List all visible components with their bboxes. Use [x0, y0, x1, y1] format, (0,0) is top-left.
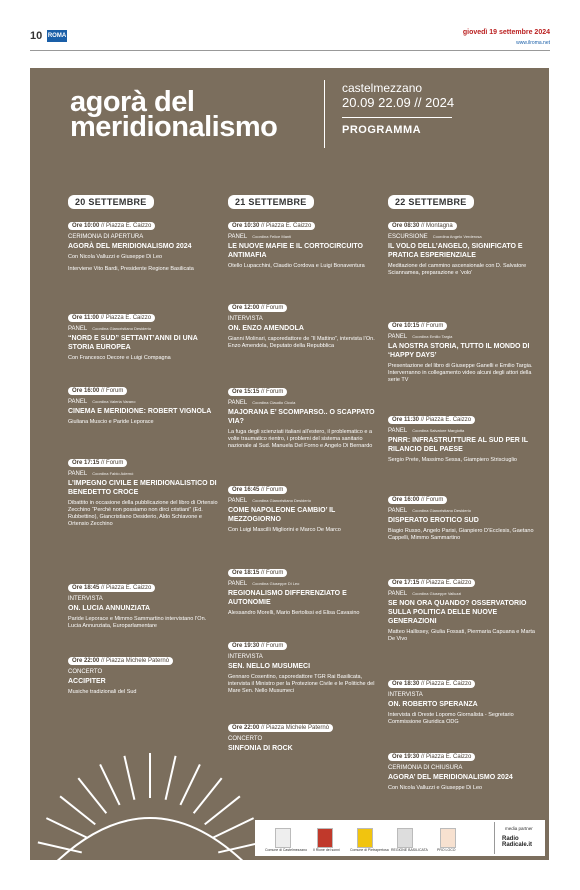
media-partner-label: media partner	[505, 826, 533, 831]
event-title: LE NUOVE MAFIE E IL CORTOCIRCUITO ANTIMAFIA	[228, 243, 363, 259]
day-header: 21 SETTEMBRE	[228, 195, 314, 209]
event-coordinator: Coordina Fabio Adernò	[92, 471, 134, 476]
event-item	[228, 478, 378, 534]
sun-ray	[38, 842, 82, 852]
event-time: Ore 16:45 // Forum	[228, 486, 287, 494]
event-dates: 20.09 22.09 // 2024	[342, 95, 455, 110]
event-title: ON. ENZO AMENDOLA	[228, 325, 304, 332]
event-time: Ore 18:30 // Piazza E. Caizzo	[388, 680, 475, 688]
event-title: “NORD E SUD” SETTANT’ANNI DI UNA STORIA EUROPEA	[68, 335, 198, 351]
event-coordinator: Coordina Giuseppe Di Leo	[252, 581, 300, 586]
event-item	[228, 214, 378, 270]
page-number: 10	[30, 30, 43, 42]
event-title: CINEMA E MERIDIONE: ROBERT VIGNOLA	[68, 408, 212, 415]
event-time: Ore 22:00 // Piazza Michele Paternò	[68, 657, 173, 665]
event-coordinator: Coordina Valeria Varano	[92, 399, 136, 404]
event-time: Ore 18:45 // Piazza E. Caizzo	[68, 584, 155, 592]
event-time: Ore 22:00 // Piazza Michele Paternò	[228, 724, 333, 732]
event-item	[388, 488, 538, 542]
event-description: Meditazione del cammino ascensionale con D. Salvatore Sciannamea, preparazione e ‘volo’	[388, 263, 527, 276]
newspaper-logo: ROMA	[47, 30, 67, 42]
event-type: PANEL Coordina Giancristiano Desiderio	[228, 498, 311, 504]
event-type: PANEL Coordina Giuseppe Valluzzi	[388, 591, 462, 597]
castelmezzano-crest-icon	[275, 828, 291, 848]
event-title: PNRR: INFRASTRUTTURE AL SUD PER IL RILANCIO DEL PAESE	[388, 437, 528, 453]
event-coordinator: Coordina Claudio Cicola	[252, 400, 296, 405]
title-line-1: agorà del	[70, 86, 195, 118]
event-type: PANEL Coordina Fabio Adernò	[68, 471, 134, 477]
event-title: ACCIPITER	[68, 678, 106, 685]
event-description: Giuliana Muscio e Paride Leporace	[68, 419, 154, 425]
event-coordinator: Coordina Felice Manti	[252, 234, 292, 239]
sponsor-label: Comune di Castelmezzano	[265, 848, 308, 852]
site-link[interactable]: www.ilroma.net	[516, 40, 550, 46]
event-description: Sergio Prete, Massimo Sessa, Giampiero Strisciuglio	[388, 457, 517, 463]
event-title: ON. LUCIA ANNUNZIATA	[68, 605, 151, 612]
event-description: Con Francesco Decore e Luigi Compagna	[68, 355, 171, 361]
event-title: SEN. NELLO MUSUMECI	[228, 663, 311, 670]
day-column-1	[68, 192, 218, 210]
event-time: Ore 12:00 // Forum	[228, 304, 287, 312]
city-name: castelmezzano	[342, 81, 423, 95]
sponsor-label: Comune di Pietrapertosa	[350, 848, 389, 852]
event-type: PANEL Coordina Giuseppe Di Leo	[228, 581, 300, 587]
event-time: Ore 11:00 // Piazza E. Caizzo	[68, 314, 155, 322]
issue-date: giovedì 19 settembre 2024	[462, 29, 550, 36]
sun-ray	[100, 764, 120, 805]
pro-loco-icon	[440, 828, 456, 848]
event-title: MAJORANA E’ SCOMPARSO.. O SCAPPATO VIA?	[228, 409, 375, 425]
event-title: AGORÀ DEL MERIDIONALISMO 2024	[68, 243, 192, 250]
event-coordinator: Coordina Giancristiano Desiderio	[92, 326, 151, 331]
event-time: Ore 08:30 // Montagna	[388, 222, 457, 230]
event-item	[388, 672, 538, 726]
event-item	[68, 649, 218, 696]
event-title: LA NOSTRA STORIA, TUTTO IL MONDO DI ‘HAPPY DAYS’	[388, 343, 530, 359]
event-type: PANEL Coordina Giancristiano Desiderio	[68, 326, 151, 332]
event-description: Paride Leporace e Mimmo Sammartino intervistano l’On. Lucia Annunziata, Europarlamentare	[68, 616, 207, 629]
sponsor-strip	[255, 820, 545, 856]
event-description: Alessandro Morelli, Mario Bertolissi ed Elisa Cavasino	[228, 610, 360, 616]
event-coordinator: Coordina Giancristiano Desiderio	[412, 508, 471, 513]
poster	[30, 68, 549, 860]
event-description: Con Nicola Valluzzi e Giuseppe Di Leo	[388, 785, 483, 791]
title-divider	[324, 80, 325, 148]
radio-radicale-logo: Radio Radicale.it	[502, 836, 533, 848]
programma-rule	[342, 117, 452, 118]
event-type: CONCERTO	[228, 736, 263, 742]
event-type: PANEL Coordina Claudio Cicola	[228, 400, 296, 406]
event-time: Ore 17:15 // Piazza E. Caizzo	[388, 579, 475, 587]
event-type: CERIMONIA DI APERTURA	[68, 234, 144, 240]
event-time: Ore 18:15 // Forum	[228, 569, 287, 577]
day-column-2	[228, 192, 378, 210]
event-time: Ore 19:30 // Piazza E. Caizzo	[388, 753, 475, 761]
event-time: Ore 15:15 // Forum	[228, 388, 287, 396]
day-header: 20 SETTEMBRE	[68, 195, 154, 209]
event-description: Gennaro Cosentino, caporedattore TGR Rai Basilicata, intervista il Ministro per la Protezione Civile e le Politiche del Mare Sen. Nello Musumeci	[228, 674, 375, 694]
event-item	[68, 451, 218, 528]
event-type: INTERVISTA	[228, 316, 263, 322]
event-type: CONCERTO	[68, 669, 103, 675]
event-type: PANEL Coordina Salvatore Margiotta	[388, 428, 465, 434]
event-title: ON. ROBERTO SPERANZA	[388, 701, 478, 708]
sponsor-label: REGIONE BASILICATA	[391, 848, 428, 852]
poster-title	[70, 86, 278, 143]
event-type: INTERVISTA	[68, 596, 103, 602]
event-title: IL VOLO DELL’ANGELO, SIGNIFICATO E PRATICA ESPERIENZIALE	[388, 243, 523, 259]
event-description: Con Luigi Mascilli Migliorini e Marco De Marco	[228, 527, 341, 533]
event-item	[228, 561, 378, 617]
event-description: Matteo Hallissey, Giulia Fossati, Piermaria Capuana e Marta De Vivo	[388, 629, 535, 642]
event-item	[388, 314, 538, 384]
event-time: Ore 10:00 // Piazza E. Caizzo	[68, 222, 155, 230]
event-time: Ore 10:15 // Forum	[388, 322, 447, 330]
event-time: Ore 16:00 // Forum	[68, 387, 127, 395]
event-description: Con Nicola Valluzzi e Giuseppe Di Leo	[68, 254, 163, 260]
event-type: CERIMONIA DI CHIUSURA	[388, 765, 463, 771]
sun-ray	[46, 818, 87, 838]
event-time: Ore 11:30 // Piazza E. Caizzo	[388, 416, 475, 424]
sponsor-label: Il Rione dei sonni	[313, 848, 340, 852]
event-coordinator: Coordina Giancristiano Desiderio	[252, 498, 311, 503]
event-item	[68, 576, 218, 630]
regione-basilicata-icon	[397, 828, 413, 848]
day-header: 22 SETTEMBRE	[388, 195, 474, 209]
event-description: Musiche tradizionali del Sud	[68, 689, 137, 695]
sun-ray	[60, 796, 95, 824]
event-item	[228, 296, 378, 350]
event-item	[68, 379, 218, 426]
event-time: Ore 19:30 // Forum	[228, 642, 287, 650]
event-type: PANEL Coordina Emilio Targia	[388, 334, 453, 340]
title-line-2: meridionalismo	[70, 111, 278, 143]
event-description: Interviene Vito Bardi, Presidente Regione Basilicata	[68, 266, 194, 272]
event-type: INTERVISTA	[388, 692, 423, 698]
event-time: Ore 10:30 // Piazza E. Caizzo	[228, 222, 315, 230]
event-item	[388, 745, 538, 792]
event-description: Otello Lupacchini, Claudio Cordova e Luigi Bonaventura	[228, 263, 365, 269]
event-item	[388, 571, 538, 643]
sun-ray	[124, 756, 134, 800]
event-title: COME NAPOLEONE CAMBIO’ IL MEZZOGIORNO	[228, 507, 336, 523]
event-type: ESCURSIONE Coordina Angelo Verderosa	[388, 234, 482, 240]
sun-ray	[205, 796, 240, 824]
sun-ray	[213, 818, 254, 838]
sun-ray	[194, 778, 222, 813]
event-type: INTERVISTA	[228, 654, 263, 660]
event-time: Ore 17:15 // Forum	[68, 459, 127, 467]
sun-rays-graphic	[30, 708, 270, 860]
event-coordinator: Coordina Angelo Verderosa	[432, 234, 482, 239]
rione-logo-icon	[317, 828, 333, 848]
sponsor-divider	[494, 822, 495, 854]
event-item	[388, 408, 538, 464]
event-title: AGORA’ DEL MERIDIONALISMO 2024	[388, 774, 513, 781]
pietrapertosa-crest-icon	[357, 828, 373, 848]
page-header	[30, 26, 550, 52]
event-title: L’IMPEGNO CIVILE E MERIDIONALISTICO DI BENEDETTO CROCE	[68, 480, 217, 496]
event-item	[228, 380, 378, 450]
event-type: PANEL Coordina Felice Manti	[228, 234, 292, 240]
sponsor-label: PRO LOCO	[437, 848, 456, 852]
event-type: PANEL Coordina Giancristiano Desiderio	[388, 508, 471, 514]
event-item	[388, 214, 538, 277]
event-coordinator: Coordina Giuseppe Valluzzi	[412, 591, 462, 596]
event-title: REGIONALISMO DIFFERENZIATO E AUTONOMIE	[228, 590, 347, 606]
programma-label: PROGRAMMA	[342, 124, 422, 136]
sun-ray	[78, 778, 106, 813]
sun-ray	[180, 764, 200, 805]
event-title: SINFONIA DI ROCK	[228, 745, 293, 752]
event-description: Gianni Molinari, caporedattore de “Il Mattino”, intervista l’On. Enzo Amendola, Deputato della Repubblica	[228, 336, 375, 349]
event-coordinator: Coordina Emilio Targia	[412, 334, 453, 339]
event-description: La fuga degli scienziati italiani all’estero, il problematico e a volte traumatico rientro, i problemi del sistema sanitario nazionale al Sud. Manuela Del Forno e Angelo Di Bernardo	[228, 429, 373, 449]
event-coordinator: Coordina Salvatore Margiotta	[412, 428, 465, 433]
event-title: SE NON ORA QUANDO? OSSERVATORIO SULLA POLITICA DELLE NUOVE GENERAZIONI	[388, 600, 527, 625]
header-rule	[30, 50, 550, 51]
event-type: PANEL Coordina Valeria Varano	[68, 399, 136, 405]
event-item	[228, 634, 378, 695]
event-time: Ore 16:00 // Forum	[388, 496, 447, 504]
day-column-3	[388, 192, 538, 210]
event-description: Biagio Russo, Angelo Parisi, Gianpiero D’Ecclesis, Gaetano Cappelli, Mimmo Sammartino	[388, 528, 534, 541]
event-title: DISPERATO EROTICO SUD	[388, 517, 479, 524]
event-description: Dibattito in occasione della pubblicazione del libro di Ortensio Zecchino “Perché non possiamo non dirci cristiani” (Ed. Rubbettino), Giancristiano Desiderio, Aldo Schiavone e Ortensio Zecchino	[68, 500, 218, 527]
event-item	[68, 214, 218, 273]
event-description: Presentazione del libro di Giuseppe Ganelli e Emilio Targia. Interverranno in collegamento video alcuni degli attori della serie TV	[388, 363, 533, 383]
sun-ray	[166, 756, 176, 800]
event-item	[68, 306, 218, 362]
event-description: Intervista di Oreste Lopomo Giornalista - Segretario Commissione Giuridica ODG	[388, 712, 514, 725]
